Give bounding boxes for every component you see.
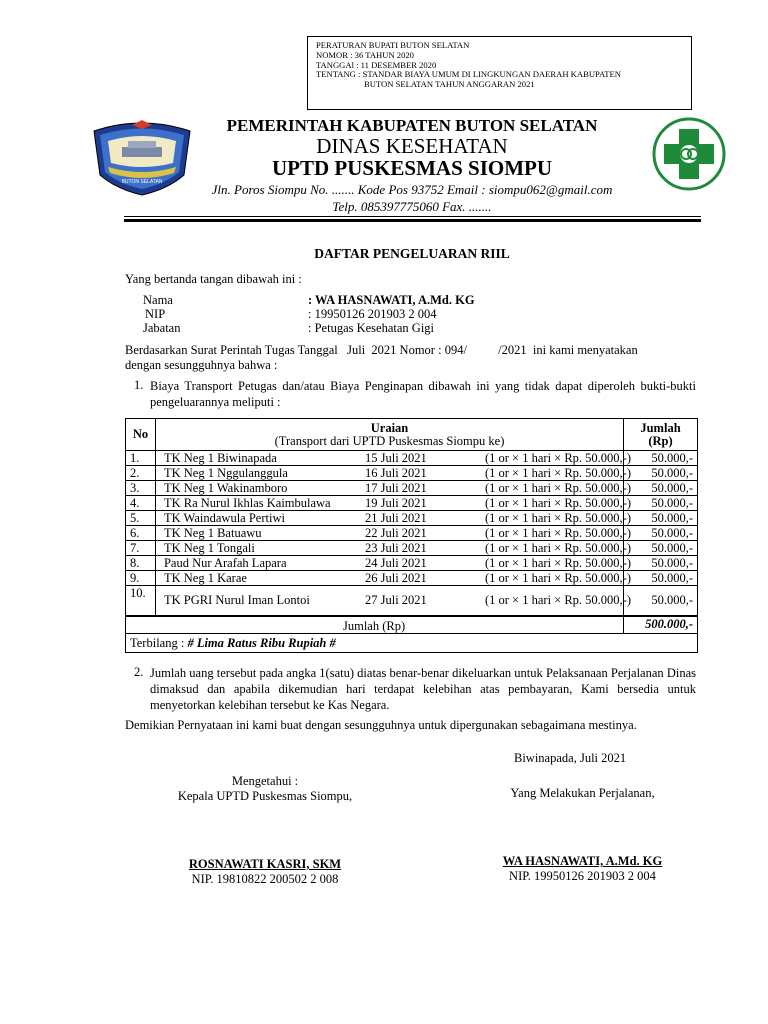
right-role: Yang Melakukan Perjalanan, xyxy=(510,786,655,800)
row-amount: 50.000,- xyxy=(624,586,698,616)
item-text: Jumlah uang tersebut pada angka 1(satu) diatas benar-benar dikeluarkan untuk Pelaksanaan Perjalanan Dinas dimaksud dan apabila dikemudian hari terdapat kelebihan atas pembayaran, Kami bersedia untuk menyetorkan kelebihan tersebut ke Kas Negara. xyxy=(150,666,696,712)
row-number: 3. xyxy=(126,481,156,496)
field-label: NIP xyxy=(145,307,166,321)
department-name: DINAS KESEHATAN xyxy=(316,134,508,158)
row-date: 23 Juli 2021 xyxy=(364,541,427,555)
row-number: 8. xyxy=(126,556,156,571)
row-number: 5. xyxy=(126,511,156,526)
table-row xyxy=(126,451,698,466)
left-signatory-nip: NIP. 19810822 200502 2 008 xyxy=(191,872,339,886)
header-jumlah-sub: (Rp) xyxy=(648,433,673,448)
row-calc: (1 or × 1 hari × Rp. 50.000,-) xyxy=(484,526,632,540)
left-signatory-name: ROSNAWATI KASRI, SKM xyxy=(188,857,342,871)
row-place: Paud Nur Arafah Lapara xyxy=(163,556,287,570)
table-row xyxy=(126,571,698,586)
row-number: 7. xyxy=(126,541,156,556)
right-signatory-nip: NIP. 19950126 201903 2 004 xyxy=(509,869,656,883)
header-uraian xyxy=(155,419,623,451)
header-jumlah xyxy=(624,419,698,451)
row-amount: 50.000,- xyxy=(624,571,698,586)
table-row xyxy=(126,481,698,496)
row-date: 17 Juli 2021 xyxy=(364,481,427,495)
regulation-box xyxy=(307,36,692,110)
row-description xyxy=(155,586,632,616)
field-value: : Petugas Kesehatan Gigi xyxy=(308,321,435,335)
header-uraian-sub: (Transport dari UPTD Puskesmas Siompu ke) xyxy=(274,433,505,448)
emblem-text: BUTON SELATAN xyxy=(121,179,163,185)
terbilang-row xyxy=(126,634,698,653)
closing-statement: Demikian Pernyataan ini kami buat dengan sesungguhnya untuk dipergunakan sebagaimana mestinya. xyxy=(125,718,637,732)
total-label: Jumlah (Rp) xyxy=(343,618,406,633)
field-value: : WA HASNAWATI, A.Md. KG xyxy=(308,293,475,307)
header-jumlah-title: Jumlah xyxy=(640,420,681,435)
row-place: TK Neg 1 Tongali xyxy=(163,541,255,555)
row-amount: 50.000,- xyxy=(624,481,698,496)
row-place: TK Neg 1 Wakinamboro xyxy=(163,481,288,495)
row-description xyxy=(155,571,632,586)
unit-name: UPTD PUSKESMAS SIOMPU xyxy=(271,156,553,180)
statement-line: Berdasarkan Surat Perintah Tugas Tanggal Juli 2021 Nomor : 094/ /2021 ini kami menyatakan xyxy=(125,343,638,357)
row-amount: 50.000,- xyxy=(624,496,698,511)
row-amount: 50.000,- xyxy=(624,511,698,526)
address-line: Jln. Poros Siompu No. ....... Kode Pos 93752 Email : siompu062@gmail.com xyxy=(211,182,613,197)
row-amount: 50.000,- xyxy=(624,526,698,541)
row-description xyxy=(155,541,632,556)
item-number: 2. xyxy=(134,665,144,679)
row-date: 24 Juli 2021 xyxy=(364,556,427,570)
row-number: 6. xyxy=(126,526,156,541)
total-label-cell xyxy=(126,616,624,634)
row-description xyxy=(155,556,632,571)
item-number: 1. xyxy=(134,378,144,392)
row-date: 22 Juli 2021 xyxy=(364,526,427,540)
regulation-line: TENTANG : STANDAR BIAYA UMUM DI LINGKUNGAN DAERAH KABUPATEN xyxy=(316,69,621,80)
right-signatory-name: WA HASNAWATI, A.Md. KG xyxy=(502,854,663,868)
field-value: : 19950126 201903 2 004 xyxy=(308,307,437,321)
expense-table xyxy=(125,418,698,653)
row-amount: 50.000,- xyxy=(624,556,698,571)
row-description xyxy=(155,526,632,541)
row-number: 10. xyxy=(126,586,156,616)
row-date: 16 Juli 2021 xyxy=(364,466,427,480)
row-place: TK Neg 1 Batuawu xyxy=(163,526,262,540)
row-number: 1. xyxy=(126,451,156,466)
regulation-line: PERATURAN BUPATI BUTON SELATAN xyxy=(316,40,470,50)
row-amount: 50.000,- xyxy=(624,541,698,556)
row-date: 19 Juli 2021 xyxy=(364,496,427,510)
phone-line: Telp. 085397775060 Fax. ....... xyxy=(332,199,492,214)
field-row xyxy=(143,293,693,307)
row-place: TK Neg 1 Nggulanggula xyxy=(163,466,288,480)
row-calc: (1 or × 1 hari × Rp. 50.000,-) xyxy=(484,481,632,495)
table-row xyxy=(126,496,698,511)
field-row xyxy=(143,321,693,335)
regulation-line: BUTON SELATAN TAHUN ANGGARAN 2021 xyxy=(364,79,535,90)
table-header-row xyxy=(126,419,698,451)
letterhead-divider-thick xyxy=(124,219,701,222)
terbilang-cell xyxy=(126,634,698,653)
row-calc: (1 or × 1 hari × Rp. 50.000,-) xyxy=(484,451,632,465)
table-row xyxy=(126,586,698,616)
table-row xyxy=(126,511,698,526)
row-calc: (1 or × 1 hari × Rp. 50.000,-) xyxy=(484,556,632,570)
statement-line: dengan sesungguhnya bahwa : xyxy=(125,358,278,372)
total-row xyxy=(126,616,698,634)
identity-fields xyxy=(143,293,693,335)
row-place: TK Waindawula Pertiwi xyxy=(163,511,285,525)
row-description xyxy=(155,511,632,526)
row-description xyxy=(155,451,632,466)
intro-text: Yang bertanda tangan dibawah ini : xyxy=(125,272,302,286)
row-number: 4. xyxy=(126,496,156,511)
field-row xyxy=(143,307,693,321)
row-calc: (1 or × 1 hari × Rp. 50.000,-) xyxy=(484,511,632,525)
document-title: DAFTAR PENGELUARAN RIIL xyxy=(314,246,510,261)
regulation-line: TANGGAl : 11 DESEMBER 2020 xyxy=(316,59,437,70)
total-value: 500.000,- xyxy=(624,616,698,634)
row-place: TK Neg 1 Karae xyxy=(163,571,247,585)
row-calc: (1 or × 1 hari × Rp. 50.000,-) xyxy=(484,571,632,585)
field-label: Nama xyxy=(143,293,173,307)
table-row xyxy=(126,556,698,571)
row-place: TK PGRI Nurul Iman Lontoi xyxy=(163,593,310,607)
row-calc: (1 or × 1 hari × Rp. 50.000,-) xyxy=(484,541,632,555)
header-uraian-title: Uraian xyxy=(370,420,409,435)
header-no: No xyxy=(126,419,156,451)
table-row xyxy=(126,526,698,541)
row-number: 2. xyxy=(126,466,156,481)
place-date: Biwinapada, Juli 2021 xyxy=(514,751,627,765)
row-calc: (1 or × 1 hari × Rp. 50.000,-) xyxy=(484,466,632,480)
item-text: Biaya Transport Petugas dan/atau Biaya Penginapan dibawah ini yang tidak dapat diperoleh bukti-bukti pengeluarannya meliputi : xyxy=(150,379,696,409)
table-row xyxy=(126,541,698,556)
row-description xyxy=(155,481,632,496)
row-date: 26 Juli 2021 xyxy=(364,571,427,585)
row-description xyxy=(155,466,632,481)
row-description xyxy=(155,496,632,511)
row-date: 27 Juli 2021 xyxy=(364,593,427,607)
row-calc: (1 or × 1 hari × Rp. 50.000,-) xyxy=(484,593,632,607)
letterhead-divider xyxy=(124,216,701,217)
regulation-line: NOMOR : 36 TAHUN 2020 xyxy=(316,49,414,60)
left-role: Kepala UPTD Puskesmas Siompu, xyxy=(177,789,353,803)
field-label: Jabatan xyxy=(143,321,181,335)
row-number: 9. xyxy=(126,571,156,586)
government-name: PEMERINTAH KABUPATEN BUTON SELATAN xyxy=(226,116,598,135)
terbilang-value: # Lima Ratus Ribu Rupiah # xyxy=(187,635,336,650)
table-row xyxy=(126,466,698,481)
terbilang-label: Terbilang : xyxy=(130,635,185,650)
row-place: TK Neg 1 Biwinapada xyxy=(163,451,277,465)
row-date: 21 Juli 2021 xyxy=(364,511,427,525)
row-amount: 50.000,- xyxy=(624,466,698,481)
row-date: 15 Juli 2021 xyxy=(364,451,427,465)
left-heading: Mengetahui : xyxy=(231,774,299,788)
row-amount: 50.000,- xyxy=(624,451,698,466)
row-calc: (1 or × 1 hari × Rp. 50.000,-) xyxy=(484,496,632,510)
row-place: TK Ra Nurul Ikhlas Kaimbulawa xyxy=(163,496,331,510)
